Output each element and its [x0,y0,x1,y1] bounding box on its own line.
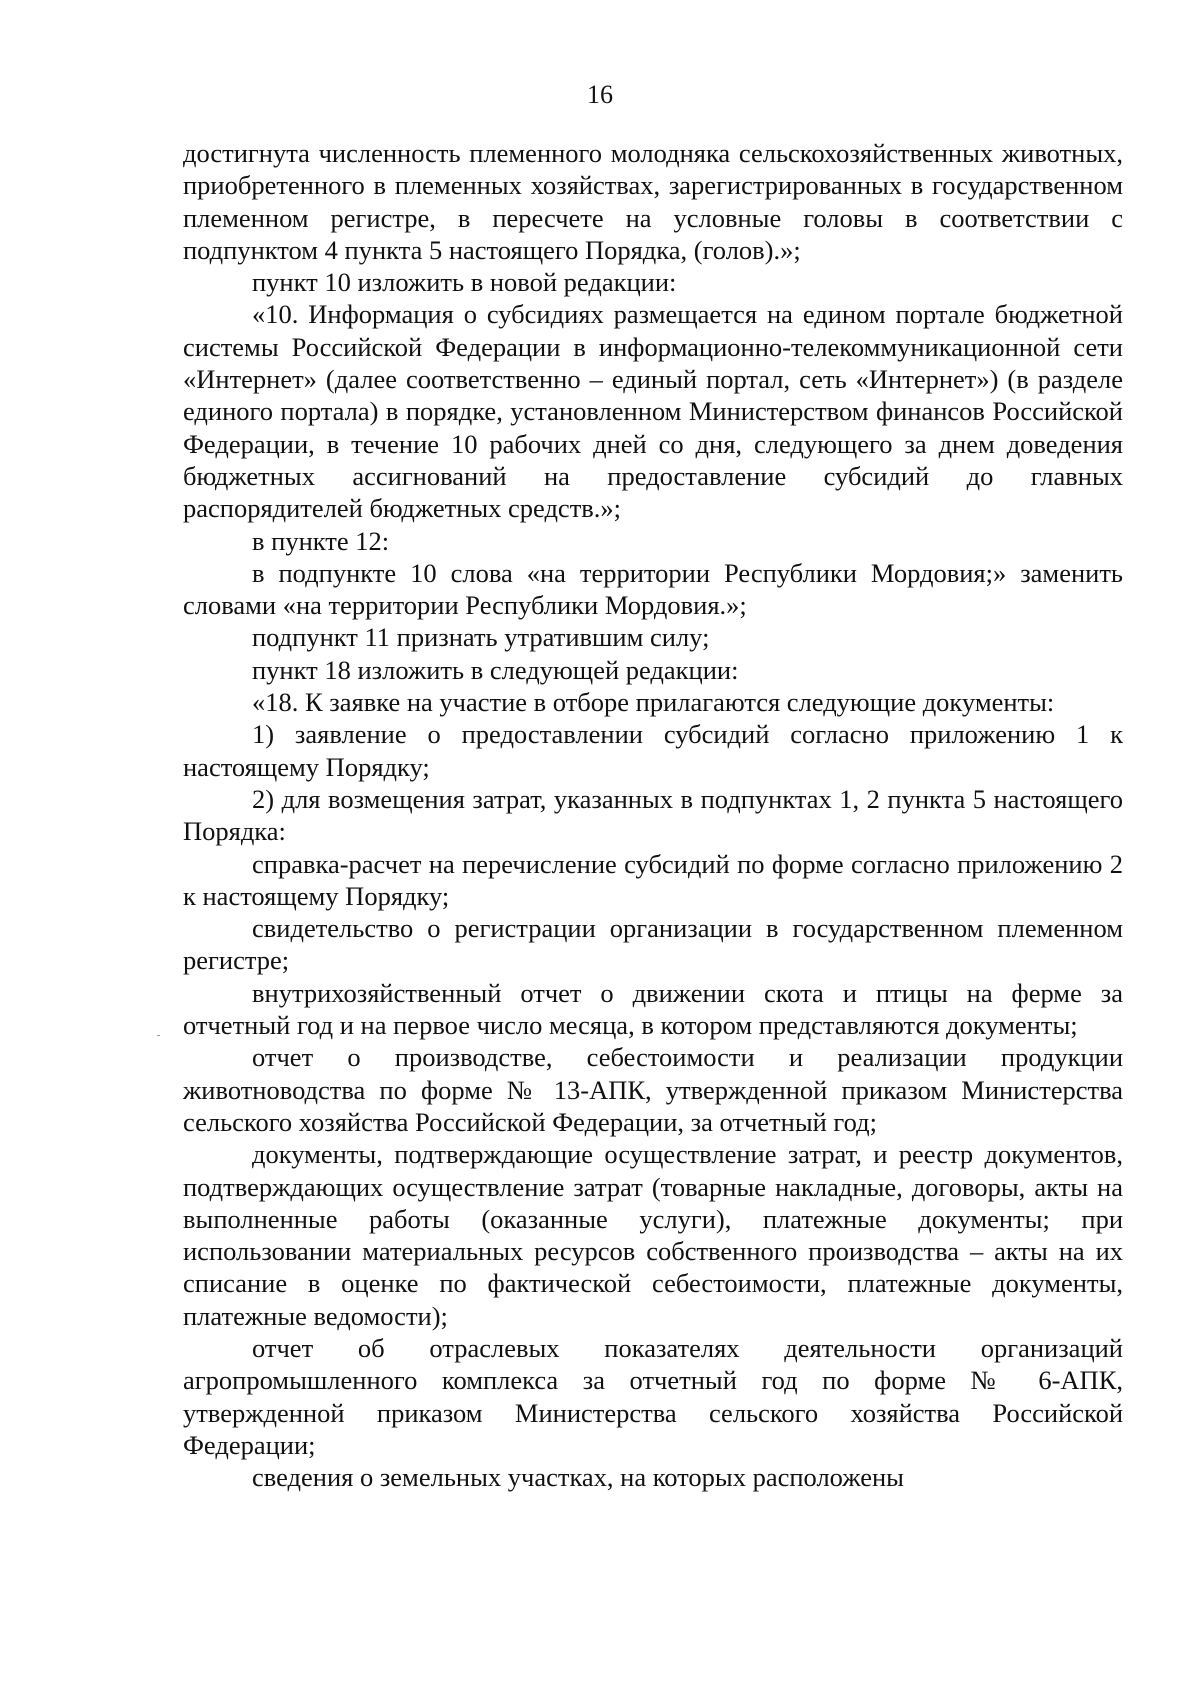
paragraph: «10. Информация о субсидиях размещается на едином портале бюджетной системы Российской Федерации в информационно-телекоммуникационной сети «Интернет» (далее соответственно – единый портал, сеть «Интернет») (в разделе единого портала) в порядке, установленном Министерством финансов Российской Федерации, в течение 10 рабочих дней со дня, следующего за днем доведения бюджетных ассигнований на предоставление субсидий до главных распорядителей бюджетных средств.»; [183,299,1123,524]
paragraph: 2) для возмещения затрат, указанных в подпунктах 1, 2 пункта 5 настоящего Порядка: [183,783,1123,847]
paragraph: «18. К заявке на участие в отборе прилагаются следующие документы: [252,687,1055,718]
paragraph: свидетельство о регистрации организации в государственном племенном регистре; [183,913,1123,976]
paragraph: подпункт 11 признать утратившим силу; [252,622,710,653]
paragraph: в пункте 12: [252,525,390,556]
paragraph: справка-расчет на перечисление субсидий по форме согласно приложению 2 к настоящему Порядку; [183,848,1123,911]
paragraph: сведения о земельных участках, на которых расположены [252,1462,904,1493]
scan-artifact [157,1035,160,1036]
paragraph: пункт 10 изложить в новой редакции: [252,267,677,298]
paragraph: отчет о производстве, себестоимости и реализации продукции животноводства по форме № 13-АПК, утвержденной приказом Министерства сельского хозяйства Российской Федерации, за отчетный год; [183,1042,1123,1137]
paragraph: достигнута численность племенного молодняка сельскохозяйственных животных, приобретенного в племенных хозяйствах, зарегистрированных в государственном племенном регистре, в пересчете на условные головы в соответствии с подпунктом 4 пункта 5 настоящего Порядка, (голов).»; [183,138,1123,265]
paragraph: 1) заявление о предоставлении субсидий согласно приложению 1 к настоящему Порядку; [183,719,1123,782]
paragraph: пункт 18 изложить в следующей редакции: [252,654,739,685]
paragraph: документы, подтверждающие осуществление затрат, и реестр документов, подтверждающих осуществление затрат (товарные накладные, договоры, акты на выполненные работы (оказанные услуги), платежные документы; при использовании материальных ресурсов собственного производства – акты на их списание в оценке по фактической себестоимости, платежные документы, платежные ведомости); [183,1139,1123,1331]
paragraph: отчет об отраслевых показателях деятельности организаций агропромышленного комплекса за отчетный год по форме № 6-АПК, утвержденной приказом Министерства сельского хозяйства Российской Федерации; [183,1332,1123,1460]
document-body [183,137,1123,1493]
paragraph: в подпункте 10 слова «на территории Республики Мордовия;» заменить словами «на территории Республики Мордовия.»; [183,557,1123,621]
paragraph: внутрихозяйственный отчет о движении скота и птицы на ферме за отчетный год и на первое число месяца, в котором представляются документы; [183,977,1123,1041]
page-number: 16 [587,80,613,109]
